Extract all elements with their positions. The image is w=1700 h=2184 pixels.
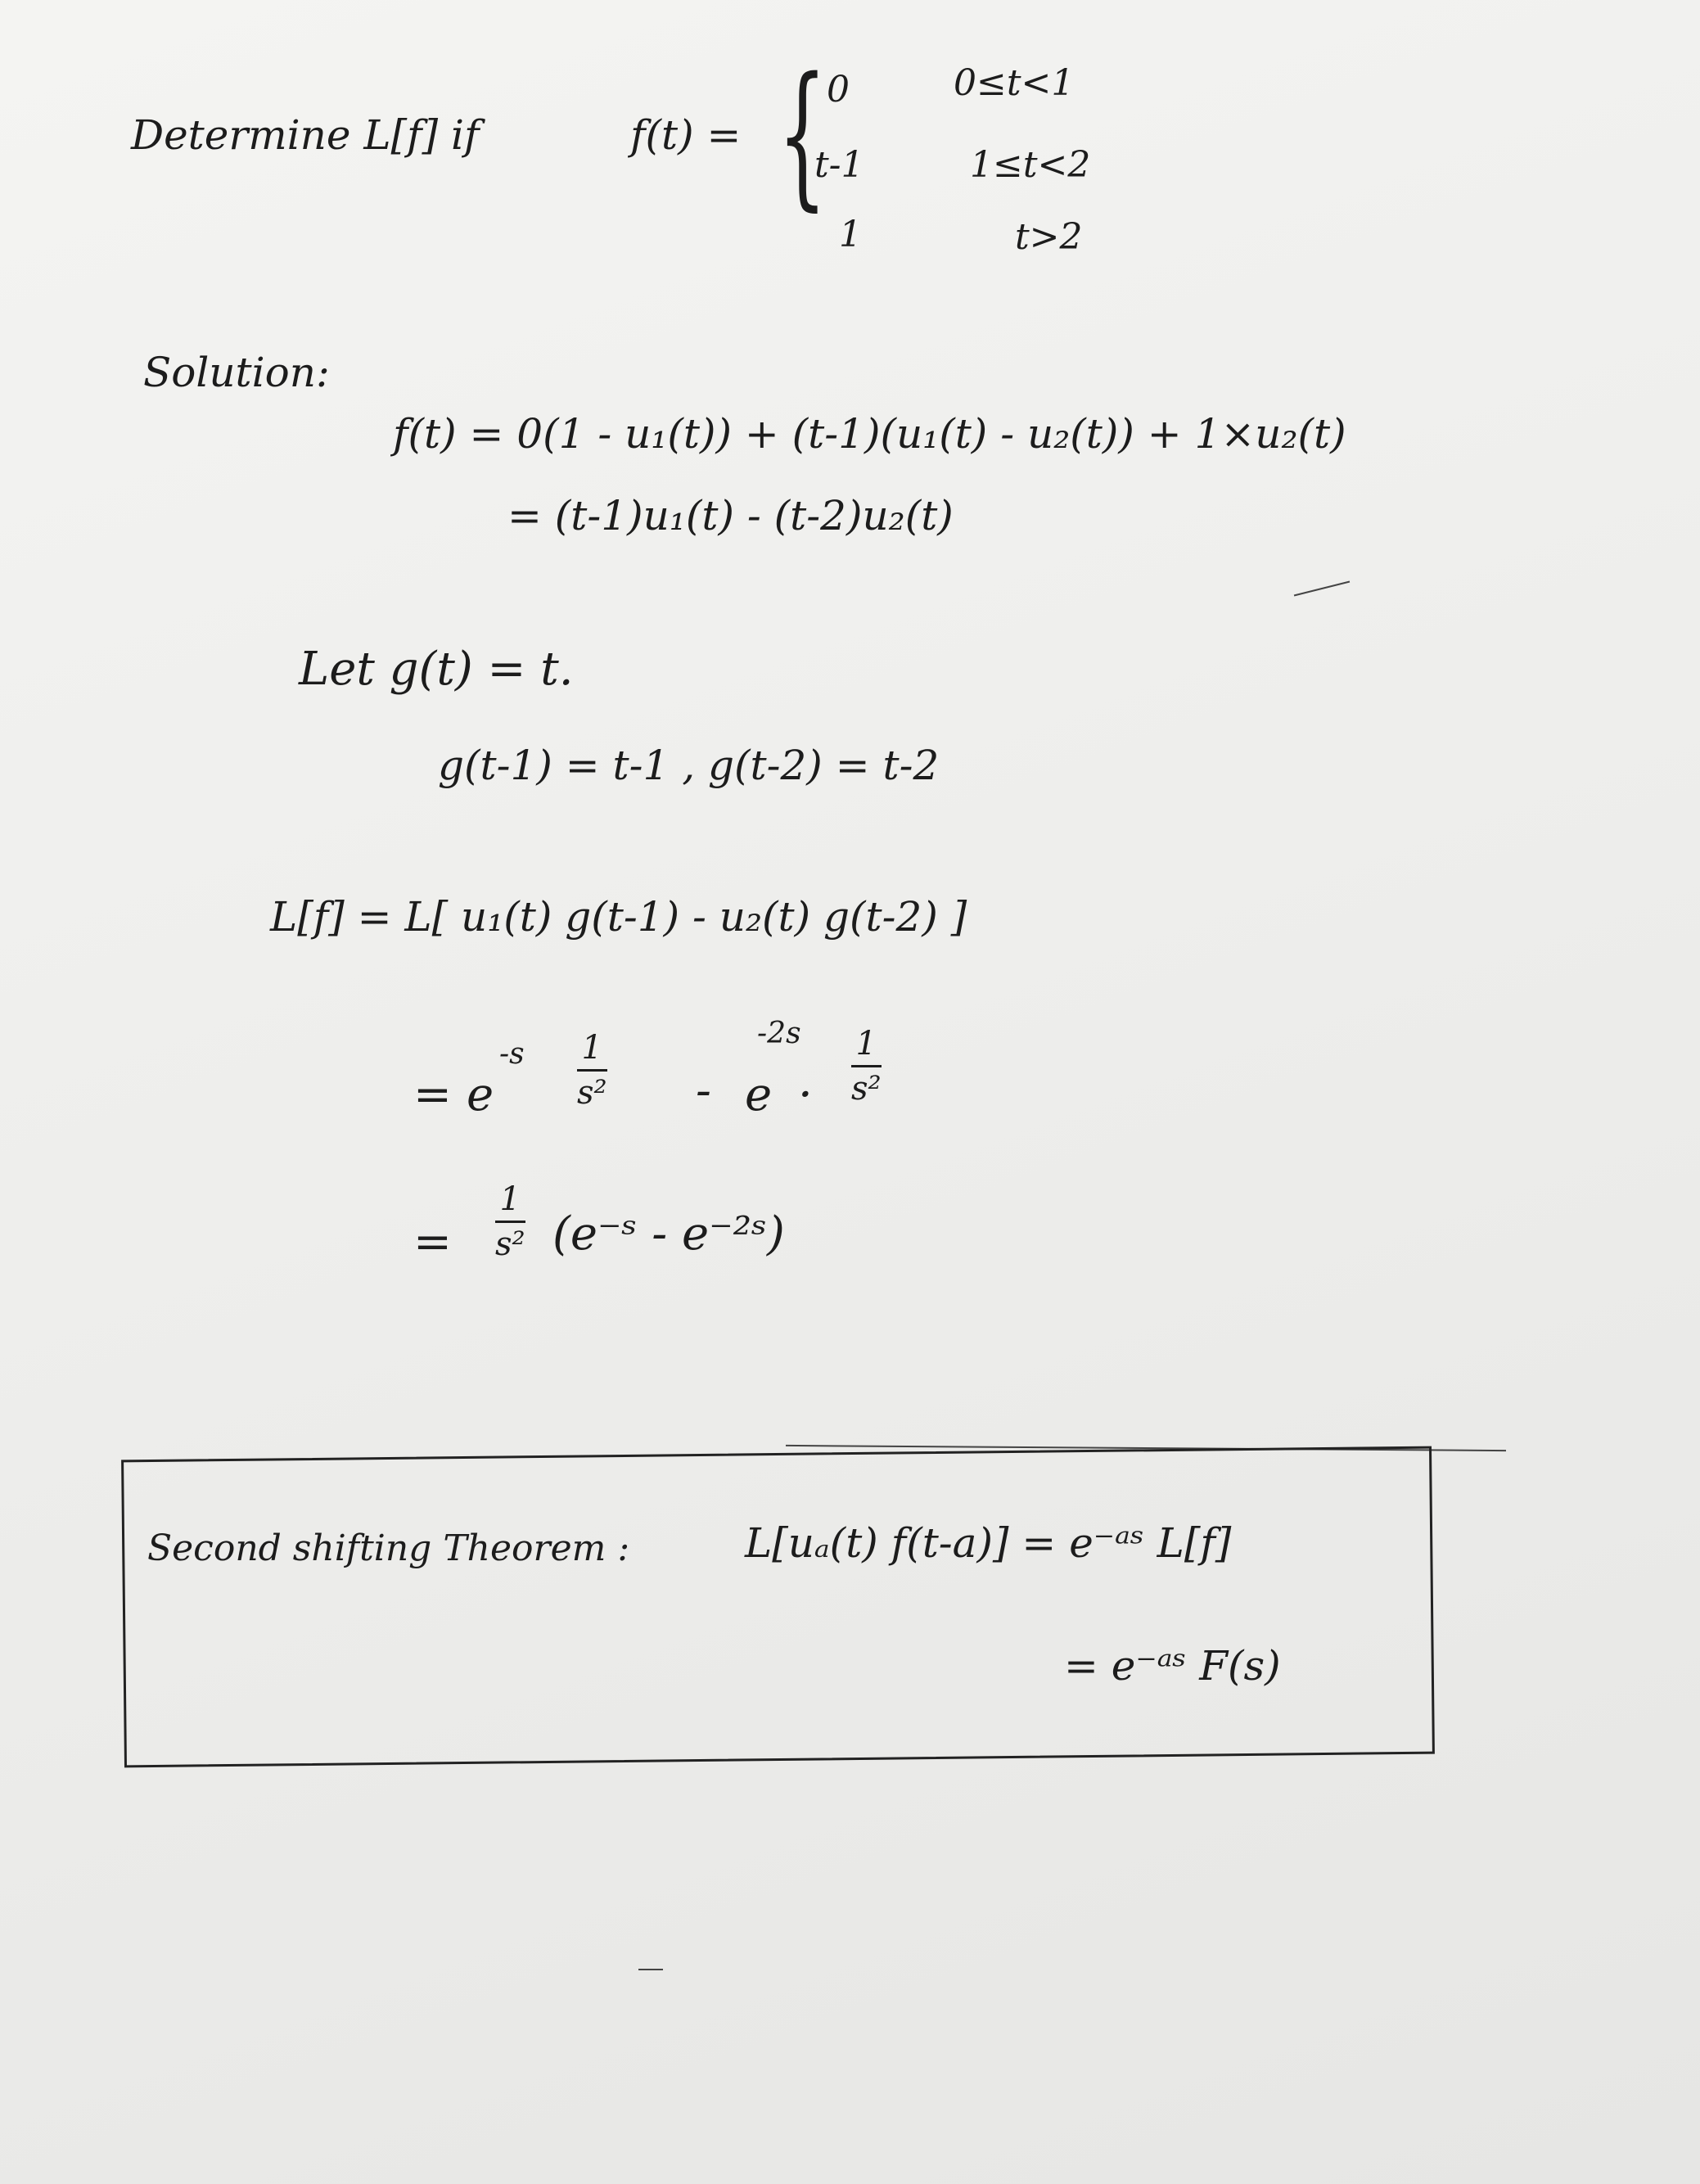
- step1-dot: ·: [798, 1068, 813, 1121]
- step1-fraction-1: [577, 1029, 607, 1112]
- theorem-label: Second shifting Theorem :: [147, 1527, 630, 1569]
- piecewise-brace: {: [778, 44, 827, 225]
- solution-line-1: f(t) = 0(1 - u₁(t)) + (t-1)(u₁(t) - u₂(t)) + 1×u₂(t): [393, 410, 1346, 458]
- step1-equals: =: [413, 1068, 452, 1121]
- problem-intro: Determine L[f] if: [131, 111, 480, 159]
- case-condition-2: 1≤t<2: [970, 144, 1091, 186]
- step2-frac-num: 1: [499, 1180, 521, 1218]
- solution-heading: Solution:: [143, 349, 330, 396]
- case-condition-3: t>2: [1015, 216, 1083, 258]
- shift-line: g(t-1) = t-1 , g(t-2) = t-2: [438, 742, 940, 789]
- fraction-bar: [495, 1221, 525, 1223]
- theorem-result: = e⁻ᵃˢ F(s): [1064, 1642, 1281, 1690]
- step1-exp1-base: e: [467, 1068, 494, 1121]
- step1-frac1-den: s²: [577, 1074, 607, 1112]
- case-condition-1: 0≤t<1: [954, 62, 1075, 104]
- transform-line: L[f] = L[ u₁(t) g(t-1) - u₂(t) g(t-2) ]: [270, 893, 967, 941]
- step1-exp2-power: -2s: [757, 1017, 801, 1050]
- let-line: Let g(t) = t.: [299, 643, 574, 696]
- solution-line-2: = (t-1)u₁(t) - (t-2)u₂(t): [507, 492, 954, 539]
- step2-fraction: [495, 1180, 525, 1263]
- step1-frac2-num: 1: [855, 1025, 877, 1063]
- step1-exp2-base: e: [745, 1068, 773, 1121]
- step1-minus: -: [696, 1064, 711, 1117]
- step1-fraction-2: [851, 1025, 882, 1108]
- step2-frac-den: s²: [495, 1225, 525, 1263]
- bottom-stray-mark: [638, 1969, 663, 1970]
- fraction-bar: [577, 1069, 607, 1072]
- stray-mark: [1294, 581, 1350, 597]
- case-value-2: t-1: [814, 144, 864, 186]
- theorem-box: [121, 1446, 1435, 1768]
- case-value-1: 0: [827, 69, 850, 111]
- theorem-formula: L[uₐ(t) f(t-a)] = e⁻ᵃˢ L[f]: [745, 1519, 1232, 1567]
- step2-parenthesis: (e⁻ˢ - e⁻²ˢ): [552, 1207, 785, 1261]
- step1-exp1-power: -s: [499, 1037, 525, 1071]
- step2-equals: =: [413, 1216, 452, 1269]
- step1-frac1-num: 1: [581, 1029, 602, 1067]
- problem-function: f(t) =: [630, 111, 742, 159]
- case-value-3: 1: [839, 214, 862, 255]
- fraction-bar: [851, 1065, 882, 1067]
- step1-frac2-den: s²: [851, 1070, 882, 1108]
